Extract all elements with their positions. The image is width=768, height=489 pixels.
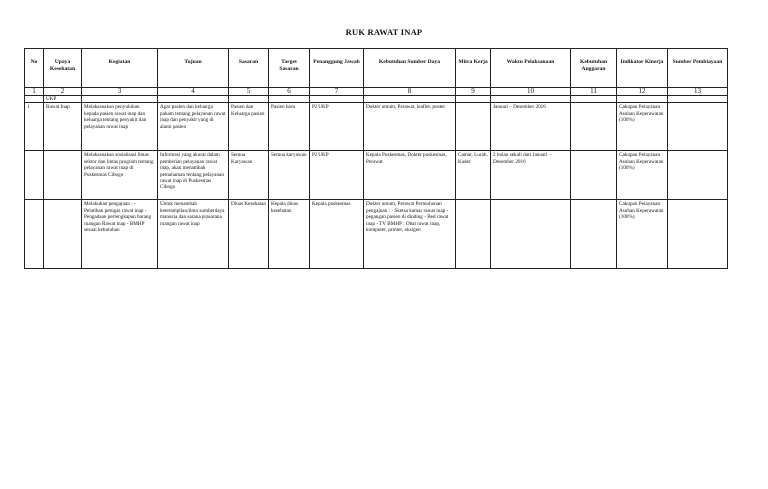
cell-sumber-daya: Dokter umum, Perawat, leaflet, poster	[364, 103, 456, 151]
ruk-table	[24, 48, 728, 269]
cell-anggaran	[571, 151, 617, 200]
section-cell	[82, 96, 158, 103]
section-cell	[491, 96, 571, 103]
cell-anggaran	[571, 200, 617, 269]
header-kegiatan: Kegiatan	[82, 49, 158, 88]
header-row	[25, 49, 728, 88]
cell-sasaran: Pasien dan Keluarga pasien	[229, 103, 269, 151]
cell-target: Pasien baru	[269, 103, 310, 151]
cell-no: 1	[25, 103, 44, 151]
cell-kegiatan: Melakukan pengajuan : - Pelatihan petugas rawat inap - Pengadaan perlengkapan barang ruangan Rawat inap - BMHP sesuai kebutuhan	[82, 200, 158, 269]
cell-tujuan: Agar pasien dan keluarga paham tentang pelayanan rawat inap dan penyakit yang di alami pasien	[158, 103, 229, 151]
section-cell	[571, 96, 617, 103]
column-number: 11	[571, 88, 617, 96]
table-row	[25, 151, 728, 200]
cell-sumber-daya: Kepala Puskesmas, Dokter puskesmas, Perawat	[364, 151, 456, 200]
cell-pj: PJ UKP	[310, 103, 364, 151]
cell-waktu: 2 bulan sekali dari Januari – Desember 2016	[491, 151, 571, 200]
column-number-row	[25, 88, 728, 96]
section-cell	[25, 96, 44, 103]
column-number: 5	[229, 88, 269, 96]
header-pembiayaan: Sumber Pembiayaan	[668, 49, 728, 88]
column-number: 13	[668, 88, 728, 96]
header-sasaran: Sasaran	[229, 49, 269, 88]
cell-indikator: Cakupan Pelayanan Asuhan Keperawatan (100%)	[617, 151, 668, 200]
column-number: 9	[456, 88, 491, 96]
cell-indikator: Cakupan Pelayanan Asuhan Keperawatan (100%)	[617, 200, 668, 269]
table-row	[25, 200, 728, 269]
cell-pembiayaan	[668, 103, 728, 151]
column-number: 3	[82, 88, 158, 96]
section-cell	[310, 96, 364, 103]
cell-mitra	[456, 103, 491, 151]
cell-upaya	[44, 200, 82, 269]
column-number: 7	[310, 88, 364, 96]
section-row	[25, 96, 728, 103]
section-cell	[364, 96, 456, 103]
cell-tujuan: Untuk menambah keterampilan/ilmu sumberdaya manusia dan sarana prasarana ruangan rawat inap	[158, 200, 229, 269]
section-cell	[617, 96, 668, 103]
cell-no	[25, 151, 44, 200]
section-cell	[456, 96, 491, 103]
header-anggaran: Kebutuhan Anggaran	[571, 49, 617, 88]
cell-pj: Kepala puskesmas	[310, 200, 364, 269]
section-label: UKP	[44, 96, 82, 103]
cell-pembiayaan	[668, 151, 728, 200]
cell-waktu: Januari – Desember 2016	[491, 103, 571, 151]
header-upaya: Upaya Kesehatan	[44, 49, 82, 88]
cell-upaya: Rawat Inap	[44, 103, 82, 151]
section-cell	[158, 96, 229, 103]
cell-tujuan: Informasi yang akurat dalam pemberian pelayanan rawat inap, akan menambah pemahaman tentang pelayanan rawat inap di Puskesmas Cibogo	[158, 151, 229, 200]
column-number: 12	[617, 88, 668, 96]
column-number: 2	[44, 88, 82, 96]
cell-waktu	[491, 200, 571, 269]
header-mitra: Mitra Kerja	[456, 49, 491, 88]
cell-target: Kepala dinas kesehatan	[269, 200, 310, 269]
header-pj: Penanggung Jawab	[310, 49, 364, 88]
header-target: Target Sasaran	[269, 49, 310, 88]
header-sumber-daya: Kebutuhan Sumber Daya	[364, 49, 456, 88]
header-no: No	[25, 49, 44, 88]
header-tujuan: Tujuan	[158, 49, 229, 88]
column-number: 8	[364, 88, 456, 96]
section-cell	[668, 96, 728, 103]
cell-indikator: Cakupan Pelayanan Asuhan Keperawatan (100%)	[617, 103, 668, 151]
cell-kegiatan: Melaksanakan sosialisasi lintas sektor dan lintas program tentang pelayanan rawat inap di Puskesmas Cibogo	[82, 151, 158, 200]
cell-pj: PJ UKP	[310, 151, 364, 200]
section-cell	[269, 96, 310, 103]
cell-kegiatan: Melaksanakan penyuluhan kepada pasien rawat inap dan keluarga tentang penyakit dan pelayanan rawat inap	[82, 103, 158, 151]
cell-no	[25, 200, 44, 269]
cell-pembiayaan	[668, 200, 728, 269]
column-number: 4	[158, 88, 229, 96]
cell-sumber-daya: Dokter umum, Perawat Permohonan pengajuan : - Sketsa kamar rawat inap - pegangan pasien di dinding - Bed rawat inap - TV BMHP : Obat rawat inap, komputer, printer, oksigen	[364, 200, 456, 269]
column-number: 1	[25, 88, 44, 96]
section-cell	[229, 96, 269, 103]
table-row	[25, 103, 728, 151]
column-number: 6	[269, 88, 310, 96]
cell-sasaran: Dinas Kesehatan	[229, 200, 269, 269]
cell-target: Semua karyawan	[269, 151, 310, 200]
cell-anggaran	[571, 103, 617, 151]
cell-upaya	[44, 151, 82, 200]
cell-mitra: Camat, Lurah, Kader	[456, 151, 491, 200]
column-number: 10	[491, 88, 571, 96]
header-waktu: Waktu Pelaksanaan	[491, 49, 571, 88]
cell-mitra	[456, 200, 491, 269]
document-title: RUK RAWAT INAP	[345, 27, 423, 37]
cell-sasaran: Semua Karyawan	[229, 151, 269, 200]
header-indikator: Indikator Kinerja	[617, 49, 668, 88]
